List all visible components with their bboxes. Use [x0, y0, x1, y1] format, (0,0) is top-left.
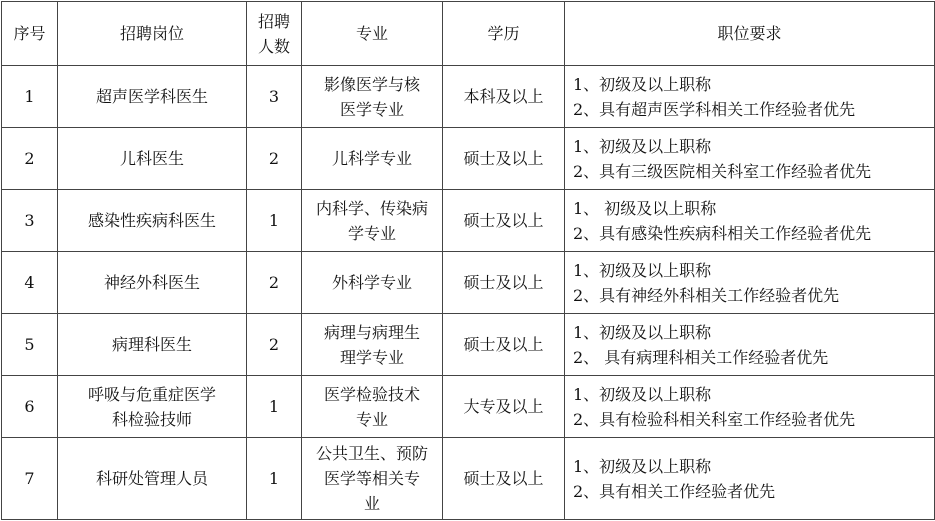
cell-major-line: 公共卫生、预防 [315, 444, 428, 463]
cell-major-line: 外科学专业 [331, 273, 412, 292]
cell-major-line: 医学等相关专 [323, 469, 420, 488]
table-row [2, 66, 935, 128]
header-row [2, 2, 935, 66]
cell-no: 4 [2, 252, 58, 314]
cell-major-line: 专业 [355, 409, 388, 429]
cell-no: 5 [2, 314, 58, 376]
cell-major-line: 理学专业 [339, 347, 404, 367]
table-row [2, 190, 935, 252]
cell-major-line: 内科学、传染病 [315, 198, 428, 218]
cell-requirements-line: 2、具有三级医院相关科室工作经验者优先 [573, 161, 872, 181]
cell-position [58, 190, 247, 252]
cell-education: 本科及以上 [443, 66, 565, 128]
cell-position-line: 儿科医生 [119, 149, 184, 168]
cell-position [58, 376, 247, 438]
cell-education: 硕士及以上 [443, 438, 565, 520]
cell-requirements-line: 1、初级及以上职称 [573, 136, 712, 156]
cell-requirements [565, 128, 935, 190]
table-row [2, 252, 935, 314]
header-education: 学历 [443, 2, 565, 66]
cell-position [58, 314, 247, 376]
cell-requirements-line: 2、具有检验科相关科室工作经验者优先 [573, 409, 856, 429]
cell-no: 3 [2, 190, 58, 252]
cell-major [302, 252, 443, 314]
header-count-line2: 人数 [257, 36, 290, 56]
cell-major [302, 190, 443, 252]
cell-count: 1 [247, 376, 302, 438]
header-major: 专业 [302, 2, 443, 66]
cell-position [58, 128, 247, 190]
cell-education: 硕士及以上 [443, 190, 565, 252]
cell-position-line: 科检验技师 [111, 409, 192, 429]
cell-requirements-line: 2、具有超声医学科相关工作经验者优先 [573, 99, 856, 119]
cell-requirements-line: 1、 初级及以上职称 [573, 198, 717, 218]
cell-position-line: 科研处管理人员 [95, 469, 208, 488]
cell-major-line: 医学专业 [339, 99, 404, 119]
cell-major [302, 376, 443, 438]
cell-requirements [565, 438, 935, 520]
cell-position [58, 66, 247, 128]
cell-no: 7 [2, 438, 58, 520]
cell-requirements [565, 66, 935, 128]
cell-education: 硕士及以上 [443, 128, 565, 190]
cell-education: 大专及以上 [443, 376, 565, 438]
cell-count: 1 [247, 190, 302, 252]
cell-requirements-line: 1、初级及以上职称 [573, 456, 712, 476]
cell-requirements-line: 1、初级及以上职称 [573, 74, 712, 94]
cell-requirements [565, 314, 935, 376]
cell-requirements-line: 2、具有感染性疾病科相关工作经验者优先 [573, 223, 872, 243]
cell-major [302, 128, 443, 190]
cell-requirements [565, 190, 935, 252]
cell-requirements-line: 2、 具有病理科相关工作经验者优先 [573, 347, 829, 367]
cell-requirements-line: 1、初级及以上职称 [573, 384, 712, 404]
header-count-line1: 招聘 [257, 11, 290, 31]
cell-major-line: 学专业 [347, 223, 396, 243]
cell-position [58, 252, 247, 314]
cell-no: 2 [2, 128, 58, 190]
cell-position [58, 438, 247, 520]
cell-requirements [565, 376, 935, 438]
cell-major-line: 病理与病理生 [323, 322, 420, 342]
cell-count: 3 [247, 66, 302, 128]
table-row [2, 128, 935, 190]
cell-position-line: 神经外科医生 [103, 273, 200, 292]
cell-major-line: 儿科学专业 [331, 149, 412, 168]
cell-no: 1 [2, 66, 58, 128]
header-position: 招聘岗位 [58, 2, 247, 66]
cell-count: 2 [247, 314, 302, 376]
cell-major-line: 医学检验技术 [323, 384, 420, 404]
cell-count: 2 [247, 252, 302, 314]
cell-major-line: 影像医学与核 [323, 74, 420, 94]
cell-requirements [565, 252, 935, 314]
cell-count: 2 [247, 128, 302, 190]
cell-position-line: 呼吸与危重症医学 [87, 384, 216, 404]
table-row [2, 438, 935, 520]
cell-requirements-line: 2、具有相关工作经验者优先 [573, 481, 776, 501]
table-row [2, 376, 935, 438]
cell-education: 硕士及以上 [443, 252, 565, 314]
cell-position-line: 感染性疾病科医生 [87, 211, 216, 230]
cell-requirements-line: 1、初级及以上职称 [573, 260, 712, 280]
header-no: 序号 [2, 2, 58, 66]
cell-requirements-line: 1、初级及以上职称 [573, 322, 712, 342]
header-requirements: 职位要求 [565, 2, 935, 66]
cell-no: 6 [2, 376, 58, 438]
recruitment-table [1, 1, 935, 520]
header-count [247, 2, 302, 66]
cell-requirements-line: 2、具有神经外科相关工作经验者优先 [573, 285, 840, 305]
cell-major [302, 66, 443, 128]
cell-major-line: 业 [363, 494, 380, 513]
cell-major [302, 438, 443, 520]
cell-count: 1 [247, 438, 302, 520]
cell-major [302, 314, 443, 376]
table-row [2, 314, 935, 376]
cell-position-line: 病理科医生 [111, 335, 192, 354]
cell-position-line: 超声医学科医生 [95, 87, 208, 106]
cell-education: 硕士及以上 [443, 314, 565, 376]
